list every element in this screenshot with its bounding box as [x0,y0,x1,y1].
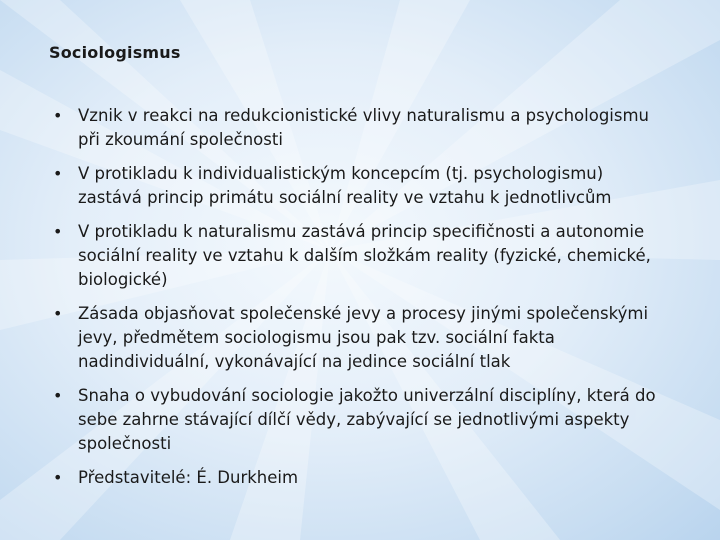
bullet-list [50,104,670,498]
list-item [50,466,670,490]
bullet-icon: • [53,386,63,405]
bullet-icon: • [53,468,63,487]
bullet-text: Zásada objasňovat společenské jevy a procesy jinými společenskými jevy, předmětem sociologismu jsou pak tzv. sociální fakta nadindividuální, vykonávající na jedince sociální tlak [78,304,649,371]
bullet-text: Vznik v reakci na redukcionistické vlivy naturalismu a psychologismu při zkoumání společnosti [78,106,650,149]
list-item [50,104,670,152]
bullet-text: Představitelé: É. Durkheim [78,468,299,487]
list-item [50,162,670,210]
bullet-icon: • [53,106,63,125]
bullet-icon: • [53,164,63,183]
slide-title: Sociologismus [49,43,181,62]
bullet-icon: • [53,222,63,241]
bullet-text: V protikladu k naturalismu zastává princip specifičnosti a autonomie sociální reality ve vztahu k dalším složkám reality (fyzické, chemické, biologické) [78,222,651,289]
list-item [50,302,670,374]
list-item [50,384,670,456]
list-item [50,220,670,292]
bullet-text: Snaha o vybudování sociologie jakožto univerzální disciplíny, která do sebe zahrne stávající dílčí vědy, zabývající se jednotlivými aspekty společnosti [78,386,656,453]
bullet-icon: • [53,304,63,323]
bullet-text: V protikladu k individualistickým koncepcím (tj. psychologismu) zastává princip primátu sociální reality ve vztahu k jednotlivcům [78,164,612,207]
